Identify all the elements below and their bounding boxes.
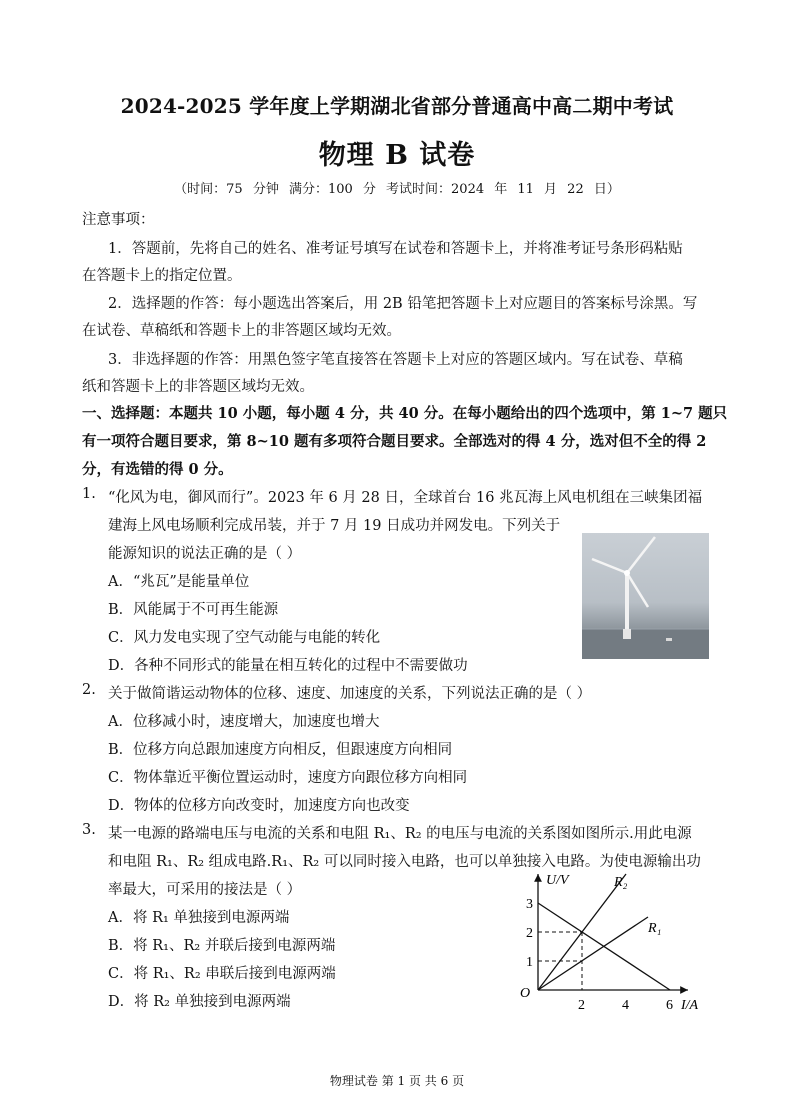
question-stem-line: “化风为电，御风而行”。2023 年 6 月 28 日，全球首台 16 兆瓦海上风电机组在三峡集团福: [108, 490, 703, 506]
notice-line: 2．选择题的作答：每小题选出答案后，用 2B 铅笔把答题卡上对应题目的答案标号涂黑。写: [108, 296, 698, 312]
option-d: D．各种不同形式的能量在相互转化的过程中不需要做功: [108, 658, 468, 674]
option-a: A．将 R₁ 单独接到电源两端: [108, 910, 290, 926]
x-tick-label: 6: [666, 998, 673, 1013]
y-tick-label: 3: [526, 897, 533, 912]
option-b: B．风能属于不可再生能源: [108, 602, 279, 618]
x-tick-label: 4: [622, 998, 629, 1013]
option-a: A．位移减小时，速度增大，加速度也增大: [108, 714, 380, 730]
x-tick-label: 2: [578, 998, 585, 1013]
y-axis-label: U/V: [546, 873, 569, 888]
question-stem-line: 关于做简谐运动物体的位移、速度、加速度的关系，下列说法正确的是（ ）: [108, 686, 592, 702]
question-stem-line: 和电阻 R₁、R₂ 组成电路.R₁、R₂ 可以同时接入电路，也可以单独接入电路。为使电源输出功: [108, 854, 701, 870]
option-a: A．“兆瓦”是能量单位: [108, 574, 250, 590]
y-tick-label: 1: [526, 955, 533, 970]
ui-graph: [508, 866, 708, 1016]
r2-line: [538, 874, 626, 990]
r1-label: R₁: [648, 921, 662, 936]
option-c: C．物体靠近平衡位置运动时，速度方向跟位移方向相同: [108, 770, 468, 786]
notice-line: 3．非选择题的作答：用黑色签字笔直接答在答题卡上对应的答题区域内。写在试卷、草稿: [108, 352, 683, 368]
section-heading-line: 有一项符合题目要求，第 8~10 题有多项符合题目要求。全部选对的得 4 分，选对但不全的得 2: [82, 433, 707, 450]
question-stem-line: 某一电源的路端电压与电流的关系和电阻 R₁、R₂ 的电压与电流的关系图如图所示.用此电源: [108, 826, 692, 842]
origin-label: O: [520, 986, 531, 1001]
question-stem-line: 建海上风电场顺利完成吊装，并于 7 月 19 日成功并网发电。下列关于: [108, 518, 561, 534]
page-footer: 物理试卷 第 1 页 共 6 页: [329, 1074, 465, 1088]
notice-line: 1．答题前，先将自己的姓名、准考证号填写在试卷和答题卡上，并将准考证号条形码粘贴: [108, 241, 683, 257]
option-b: B．将 R₁、R₂ 并联后接到电源两端: [108, 938, 336, 954]
paper-subject: 物理 B 试卷: [318, 140, 476, 171]
r2-label: R₂: [614, 875, 628, 890]
option-d: D．物体的位移方向改变时，加速度方向也改变: [108, 798, 410, 814]
question-stem-line: 能源知识的说法正确的是（ ）: [108, 546, 302, 562]
question-number: 1.: [82, 486, 96, 502]
exam-title: 2024-2025 学年度上学期湖北省部分普通高中高二期中考试: [120, 94, 674, 118]
question-number: 2.: [82, 682, 96, 698]
option-c: C．风力发电实现了空气动能与电能的转化: [108, 630, 381, 646]
notice-line: 纸和答题卡上的非答题区域均无效。: [82, 379, 314, 395]
notice-heading: 注意事项：: [82, 212, 155, 228]
question-stem-line: 率最大，可采用的接法是（ ）: [108, 882, 302, 898]
exam-meta: （时间：75 分钟 满分：100 分 考试时间：2024 年 11 月 22 日）: [174, 182, 620, 197]
y-tick-label: 2: [526, 926, 533, 941]
r1-line: [538, 917, 648, 990]
notice-line: 在答题卡上的指定位置。: [82, 268, 242, 284]
x-axis-label: I/A: [681, 998, 699, 1013]
question-number: 3.: [82, 822, 96, 838]
option-b: B．位移方向总跟加速度方向相反，但跟速度方向相同: [108, 742, 453, 758]
notice-line: 在试卷、草稿纸和答题卡上的非答题区域均无效。: [82, 323, 401, 339]
section-heading-line: 一、选择题：本题共 10 小题，每小题 4 分，共 40 分。在每小题给出的四个选项中，第 1~7 题只: [82, 405, 728, 422]
option-c: C．将 R₁、R₂ 串联后接到电源两端: [108, 966, 336, 982]
option-d: D．将 R₂ 单独接到电源两端: [108, 994, 291, 1010]
section-heading-line: 分，有选错的得 0 分。: [82, 461, 233, 478]
wind-turbine-photo: [582, 533, 709, 659]
